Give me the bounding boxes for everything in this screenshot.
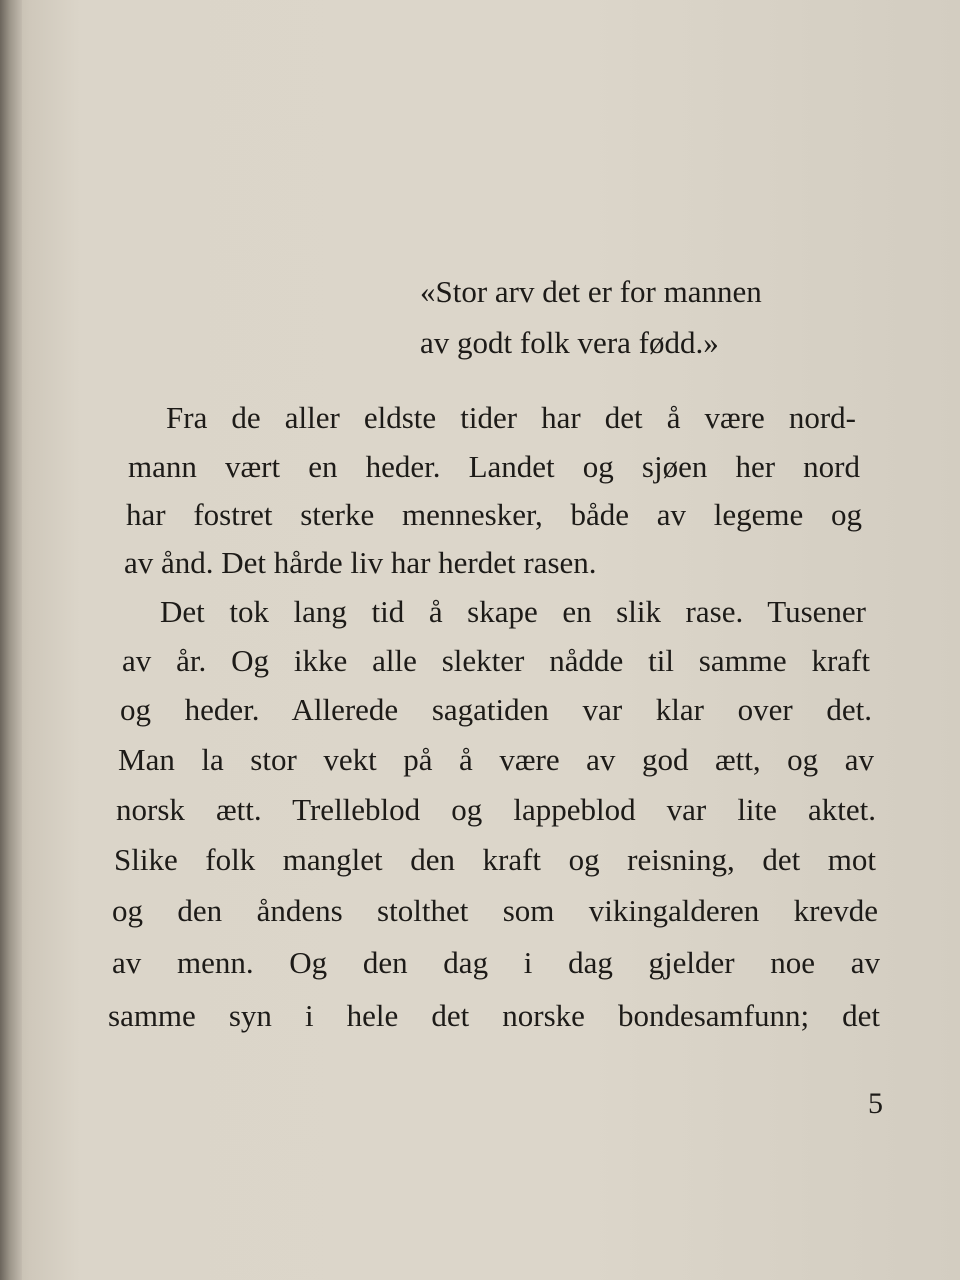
page-number: 5 (868, 1087, 883, 1120)
paragraph-1-line: har fostret sterke mennesker, både av legeme og (126, 497, 862, 532)
paragraph-2-line: og den åndens stolthet som vikingalderen krevde (112, 893, 878, 928)
book-spine-shadow (0, 0, 22, 1280)
paragraph-2-line: og heder. Allerede sagatiden var klar over det. (120, 692, 872, 727)
paragraph-2-line: av menn. Og den dag i dag gjelder noe av (112, 945, 880, 980)
paragraph-1-line: av ånd. Det hårde liv har herdet rasen. (124, 545, 597, 580)
paragraph-1-line: mann vært en heder. Landet og sjøen her nord (128, 449, 860, 484)
paragraph-2-line: norsk ætt. Trelleblod og lappeblod var lite aktet. (116, 792, 876, 827)
epigraph-line: av godt folk vera fødd.» (420, 325, 719, 360)
epigraph (420, 266, 890, 368)
paragraph-2-line: Det tok lang tid å skape en slik rase. Tusener (160, 594, 866, 629)
paragraph-2-line: Slike folk manglet den kraft og reisning, det mot (114, 842, 876, 877)
paragraph-2-line: samme syn i hele det norske bondesamfunn; det (108, 998, 880, 1033)
paragraph-1-line: Fra de aller eldste tider har det å være nord- (166, 400, 856, 435)
paragraph-2-line: av år. Og ikke alle slekter nådde til samme kraft (122, 643, 870, 678)
epigraph-line: «Stor arv det er for mannen (420, 274, 762, 309)
paragraph-2-line: Man la stor vekt på å være av god ætt, og av (118, 742, 874, 777)
